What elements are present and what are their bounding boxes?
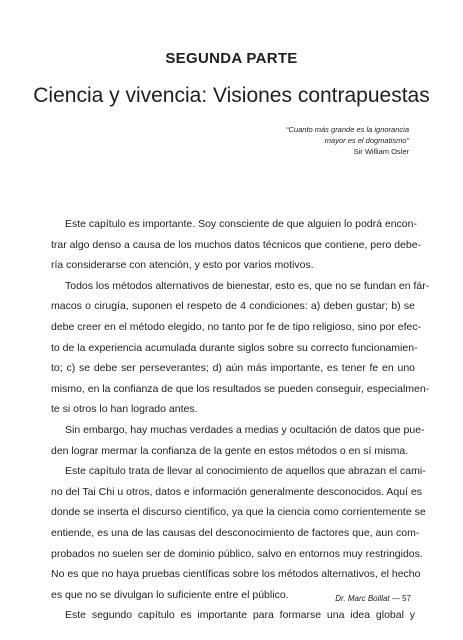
body-line: entiende, es una de las causas del desconocimiento de factores que, aun com-	[51, 526, 420, 539]
body-line: Sin embargo, hay muchas verdades a medias y ocultación de datos que pue-	[65, 423, 425, 436]
body-line: Todos los métodos alternativos de bienestar, esto es, que no se fundan en fár-	[65, 279, 430, 292]
body-line: mismo, en la confianza de que los resultados se pueden conseguir, especialmen-	[51, 382, 430, 395]
body-line: donde se inserta el discurso científico, ya que la ciencia como corrientemente se	[51, 506, 426, 519]
body-line: macos o cirugía, suponen el respeto de 4 condiciones: a) deben gustar; b) se	[51, 300, 415, 313]
body-line: No es que no haya pruebas científicas sobre los métodos alternativos, el hecho	[51, 568, 421, 581]
body-line: te si otros lo han logrado antes.	[51, 403, 198, 416]
epigraph-quote-line-2: mayor es el dogmatismo”	[324, 136, 409, 145]
body-line: Este capítulo es importante. Soy consciente de que alguien lo podrá encon-	[65, 218, 417, 230]
epigraph-author: Sir William Osler	[353, 147, 409, 156]
body-line: probados no suelen ser de dominio público, salvo en entornos muy restringidos.	[51, 547, 423, 560]
body-line: to; c) se debe ser perseverantes; d) aún más importante, es tener fe en uno	[51, 362, 415, 375]
body-line: to de la experiencia acumulada durante siglos sobre su correcto funcionamien-	[51, 341, 418, 354]
chapter-title: Ciencia y vivencia: Visiones contrapuestas	[33, 84, 430, 107]
part-title: SEGUNDA PARTE	[165, 50, 298, 67]
body-text	[51, 214, 430, 626]
epigraph	[286, 124, 409, 157]
body-line: debe creer en el método elegido, no tanto por fe de tipo religioso, sino por efec-	[51, 320, 422, 333]
body-line: es que no se divulgan lo suficiente entre el público.	[51, 588, 289, 601]
epigraph-quote-line-1: “Cuanto más grande es la ignorancia	[286, 125, 409, 134]
body-line: Este capítulo trata de llevar al conocimiento de aquellos que abrazan el cami-	[65, 465, 426, 478]
page-number: — 57	[391, 594, 411, 603]
body-line: ría considerarse con atención, y esto por varios motivos.	[51, 259, 314, 272]
footer-author: Dr. Marc Boillat	[335, 594, 390, 603]
body-line: trar algo denso a causa de los muchos datos técnicos que contiene, pero debe-	[51, 238, 422, 251]
page-footer	[335, 594, 411, 603]
body-line: Este segundo capítulo es importante para formarse una idea global y	[65, 609, 415, 622]
body-line: no del Tai Chi u otros, datos e información generalmente desconocidos. Aquí es	[51, 485, 423, 498]
body-line: den lograr mermar la confianza de la gente en estos métodos o en sí misma.	[51, 444, 409, 457]
